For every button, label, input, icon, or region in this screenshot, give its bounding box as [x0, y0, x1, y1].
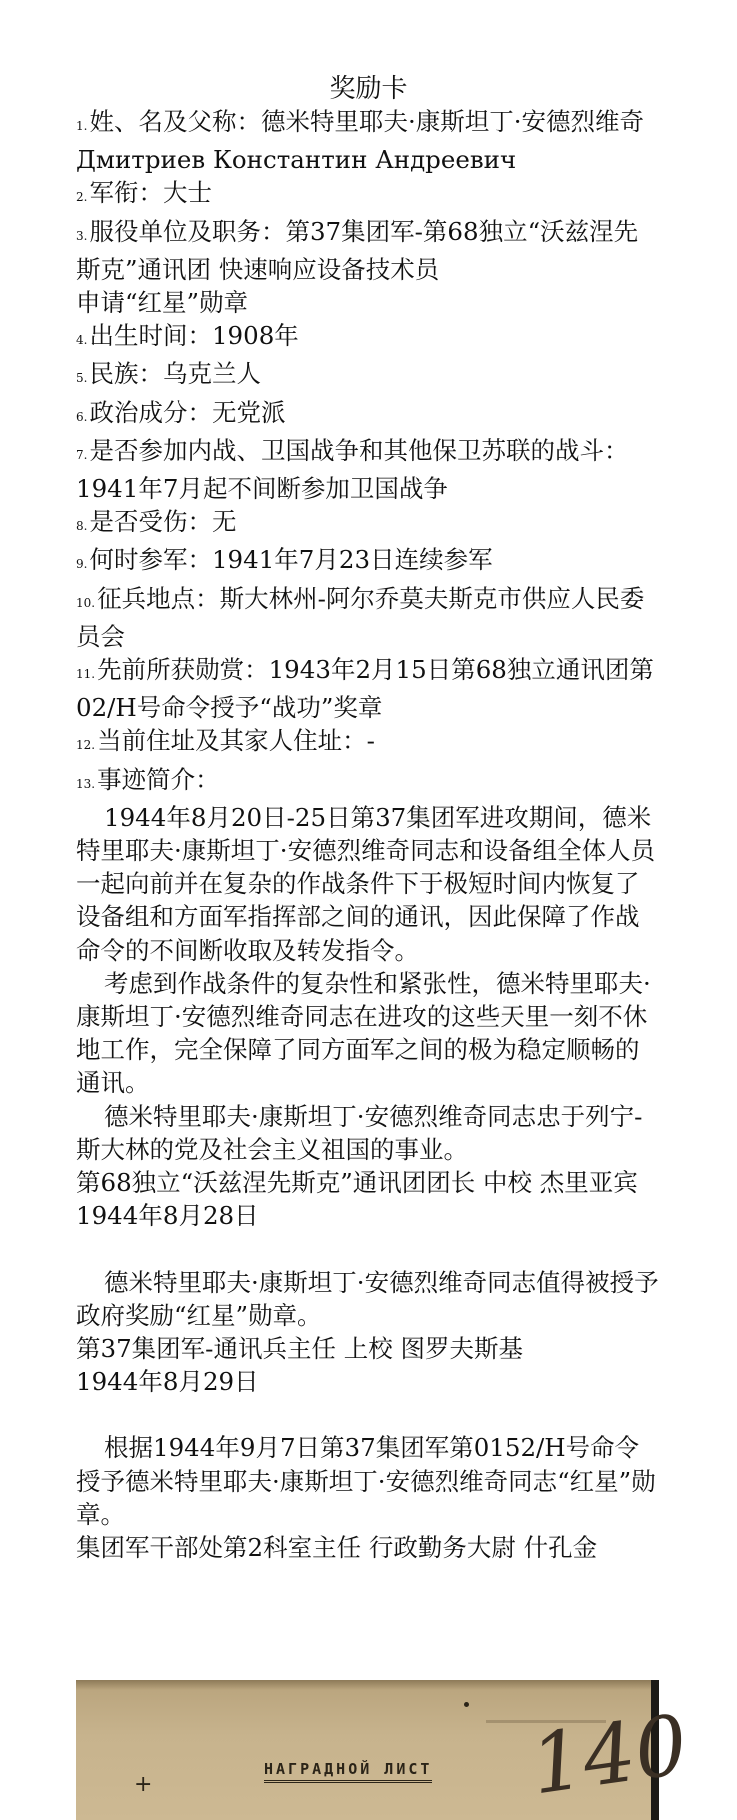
- recommendation-text: 德米特里耶夫·康斯坦丁·安德烈维奇同志值得被授予政府奖励“红星”勋章。: [76, 1267, 659, 1330]
- item-enlistment: 9.何时参军：1941年7月23日连续参军: [76, 545, 493, 575]
- item-address: 12.当前住址及其家人住址：-: [76, 726, 375, 756]
- item-party: 6.政治成分：无党派: [76, 397, 286, 427]
- item-birth: 4.出生时间：1908年: [76, 321, 299, 351]
- award-card-content: [76, 105, 661, 1564]
- scan-header-text: НАГРАДНОЙ ЛИСТ: [264, 1760, 432, 1783]
- item-wounds: 8.是否受伤：无: [76, 507, 237, 537]
- narrative-paragraph: 考虑到作战条件的复杂性和紧张性，德米特里耶夫·康斯坦丁·安德烈维奇同志在进攻的这些天里一刻不休地工作，完全保障了同方面军之间的极为稳定顺畅的通讯。: [76, 968, 651, 1098]
- order-text: 根据1944年9月7日第37集团军第0152/H号命令授予德米特里耶夫·康斯坦丁·安德烈维奇同志“红星”勋章。: [76, 1433, 656, 1529]
- item-nationality: 5.民族：乌克兰人: [76, 359, 261, 389]
- item-prior-awards: 11.先前所获勋赏：1943年2月15日第68独立通讯团第02/H号命令授予“战功”奖章: [76, 655, 654, 723]
- spacer: [76, 1233, 661, 1266]
- item-award-request: 申请“红星”勋章: [76, 288, 249, 318]
- personnel-chief-signature: 集团军干部处第2科室主任 行政勤务大尉 什孔金: [76, 1532, 598, 1562]
- item-battles: 7.是否参加内战、卫国战争和其他保卫苏联的战斗：1941年7月起不间断参加卫国战争: [76, 435, 629, 504]
- commander-date: 1944年8月28日: [76, 1201, 259, 1231]
- scan-handwritten-page-number: 140: [525, 1697, 694, 1814]
- item-unit: 3.服役单位及职务：第37集团军-第68独立“沃兹涅先斯克”通讯团 快速响应设备技术员: [76, 216, 639, 284]
- narrative-paragraph: 1944年8月20日-25日第37集团军进攻期间，德米特里耶夫·康斯坦丁·安德烈维奇同志和设备组全体人员一起向前并在复杂的作战条件下于极短时间内恢复了设备组和方面军指挥部之间的通讯，因此保障了作战命令的不间断收取及转发指令。: [76, 802, 656, 965]
- page-title: 奖励卡: [329, 74, 408, 104]
- scan-cross-mark: +: [134, 1772, 153, 1797]
- scan-ink-dot: [464, 1702, 469, 1707]
- scan-shadow: [76, 1680, 659, 1690]
- narrative-paragraph: 德米特里耶夫·康斯坦丁·安德烈维奇同志忠于列宁-斯大林的党及社会主义祖国的事业。: [76, 1101, 643, 1164]
- item-summary-heading: 13.事迹简介：: [76, 764, 220, 794]
- item-name-russian: Дмитриев Константин Андреевич: [76, 145, 517, 175]
- item-rank: 2.军衔：大士: [76, 178, 212, 208]
- item-name: 1.姓、名及父称：德米特里耶夫·康斯坦丁·安德烈维奇: [76, 107, 645, 136]
- signals-chief-signature: 第37集团军-通讯兵主任 上校 图罗夫斯基: [76, 1333, 524, 1363]
- item-conscription-place: 10.征兵地点：斯大林州-阿尔乔莫夫斯克市供应人民委员会: [76, 583, 645, 651]
- signals-chief-date: 1944年8月29日: [76, 1367, 259, 1397]
- spacer: [76, 1398, 661, 1431]
- archival-document-scan: [76, 1680, 694, 1820]
- commander-signature: 第68独立“沃兹涅先斯克”通讯团团长 中校 杰里亚宾: [76, 1168, 638, 1198]
